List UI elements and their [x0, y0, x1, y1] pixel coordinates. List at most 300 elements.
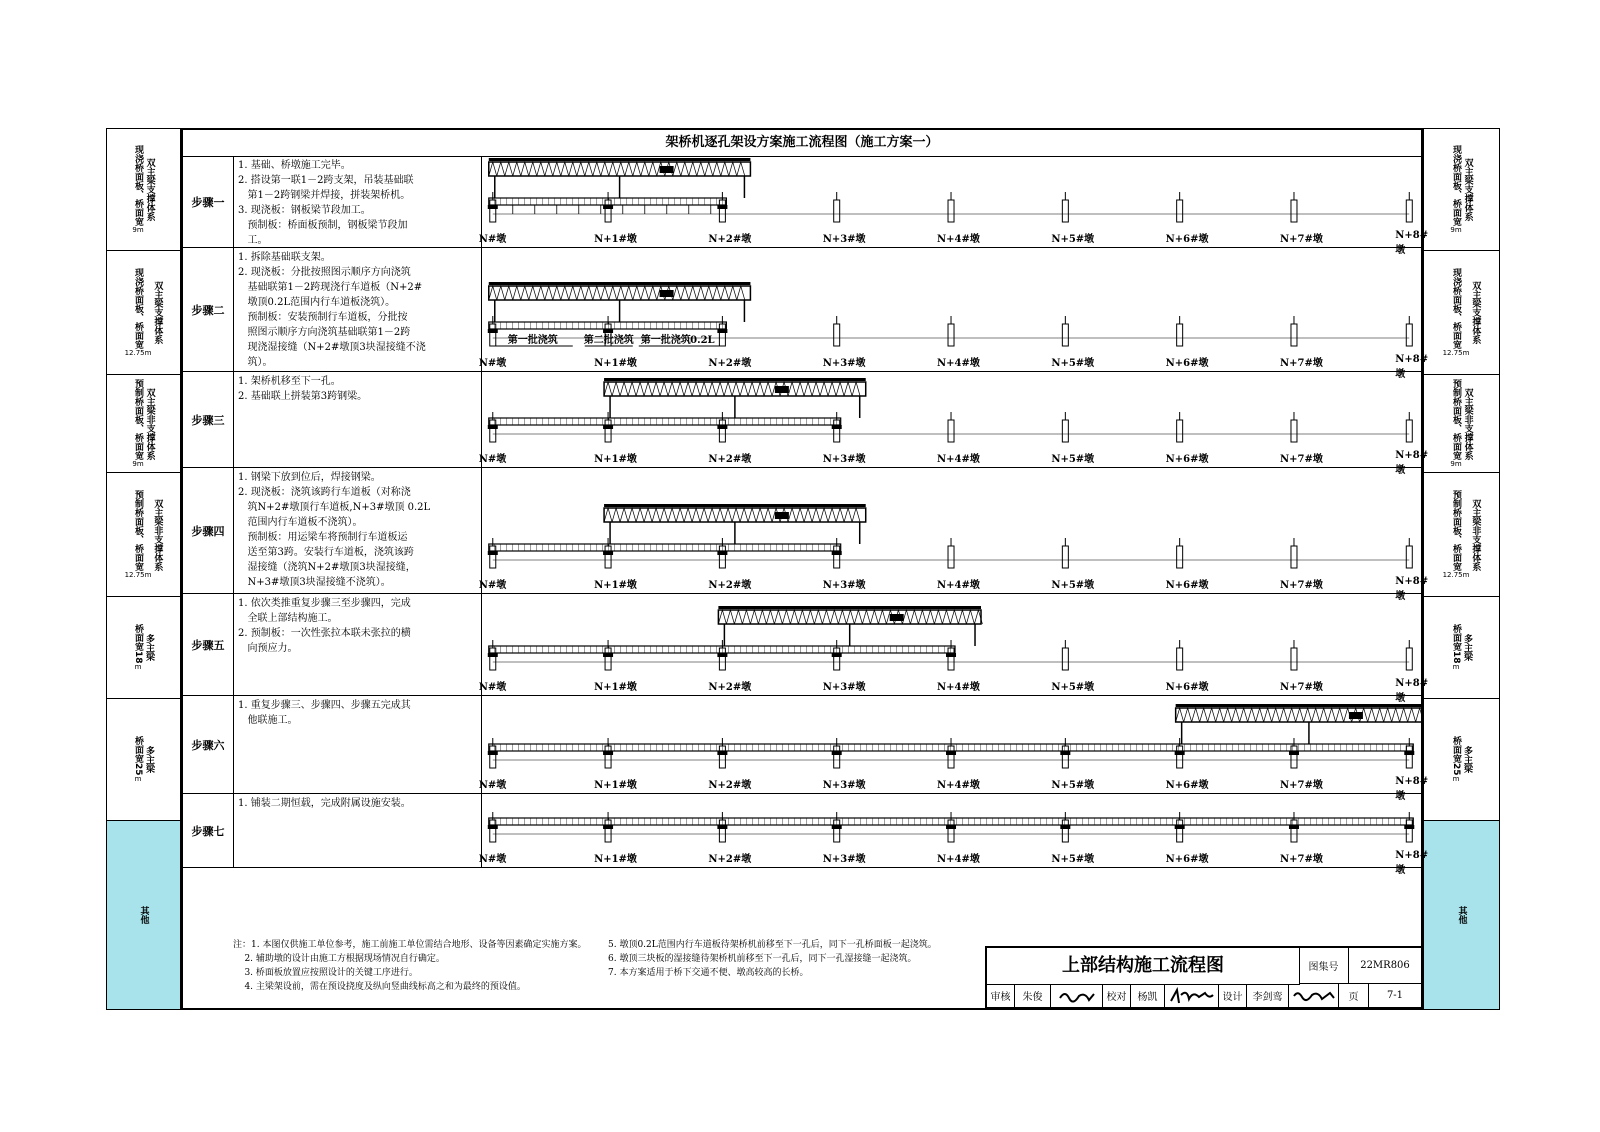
truss-web [918, 610, 926, 624]
truss-web [676, 508, 684, 522]
designer-signature [1289, 984, 1339, 1008]
right-side-label-4 [1424, 473, 1499, 597]
step-name: 步骤三 [183, 372, 234, 467]
truss-web [641, 162, 649, 176]
truss-web [1368, 708, 1376, 722]
pier-label: N+7#墩 [1279, 580, 1323, 591]
pier-label: N+3#墩 [822, 682, 866, 693]
pier-label: N#墩 [478, 580, 507, 591]
pier [1291, 200, 1297, 222]
designer-name: 李剑鸾 [1247, 984, 1289, 1008]
truss-web [750, 610, 758, 624]
truss-web [553, 162, 561, 176]
truss-web [585, 286, 593, 300]
step-figure [478, 248, 1429, 380]
truss-web [604, 508, 612, 522]
truss-web [852, 508, 860, 522]
drawing-title: 上部结构施工流程图 [987, 948, 1300, 985]
side-label-width: m [1452, 663, 1460, 672]
truss-web [729, 162, 737, 176]
left-side-panel [106, 128, 181, 1010]
side-label-structure: 多主梁 [144, 634, 154, 661]
truss-web [748, 508, 756, 522]
truss-web [489, 162, 497, 176]
step-description-line: 基础联第1－2跨现浇行车道板（N+2# [238, 282, 423, 293]
pier-label: N+2#墩 [708, 580, 752, 591]
left-side-label-3 [107, 375, 180, 473]
truss-web [660, 508, 668, 522]
step-description-line: 预制板：桥面板预制，钢板梁节段加 [238, 220, 408, 231]
pier [605, 420, 611, 442]
truss-web [758, 610, 766, 624]
truss-web [716, 508, 724, 522]
truss-web [569, 162, 577, 176]
pier-label: N+1#墩 [594, 580, 637, 591]
pier-label: N+3#墩 [822, 358, 866, 369]
truss-web [1296, 708, 1304, 722]
truss-web [812, 382, 820, 396]
pier [948, 820, 954, 842]
pier-label: N+7#墩 [1279, 234, 1323, 245]
truss-web [660, 382, 668, 396]
truss-web [713, 286, 721, 300]
pier-label: N+3#墩 [822, 454, 866, 465]
truss-web [633, 162, 641, 176]
note-line: 6. 墩顶三块板的湿接缝待架桥机前移至下一孔后，同下一孔湿接缝一起浇筑。 [608, 954, 917, 964]
truss-web [1328, 708, 1336, 722]
truss-web [788, 508, 796, 522]
pier-cap [832, 425, 842, 429]
truss-web [1320, 708, 1328, 722]
pier [1177, 420, 1183, 442]
pier-label: N+1#墩 [594, 854, 637, 865]
truss-web [798, 610, 806, 624]
truss-web [740, 382, 748, 396]
pier [719, 546, 725, 568]
checker-signature-drawing [1169, 987, 1215, 1005]
truss-web [796, 382, 804, 396]
truss-web [740, 508, 748, 522]
pier-label: N+6#墩 [1165, 358, 1209, 369]
page-label: 页 [1339, 984, 1369, 1008]
atlas-number: 22MR806 [1349, 948, 1421, 984]
step-figure [478, 468, 1429, 602]
truss-web [844, 508, 852, 522]
pier [1177, 648, 1183, 670]
pier [719, 200, 725, 222]
pier [1406, 200, 1412, 222]
truss-web [628, 508, 636, 522]
pier-label: N+2#墩 [708, 234, 752, 245]
left-side-label-6 [107, 699, 180, 821]
left-side-label-1 [107, 129, 180, 251]
right-side-label-5 [1424, 597, 1499, 699]
pier-label: N+6#墩 [1165, 580, 1209, 591]
check-label: 校对 [1103, 984, 1131, 1008]
pier-cap [488, 329, 498, 333]
truss-web [1224, 708, 1232, 722]
truss-web [521, 162, 529, 176]
pier [719, 420, 725, 442]
truss-web [537, 286, 545, 300]
truss-web [585, 162, 593, 176]
truss-web [513, 162, 521, 176]
pier-label: N+8#墩 [1395, 576, 1429, 602]
truss-web [1176, 708, 1184, 722]
truss-web [1256, 708, 1264, 722]
pier [1062, 546, 1068, 568]
truss-web [617, 162, 625, 176]
truss-web [649, 162, 657, 176]
pier-cap [717, 425, 727, 429]
truss-web [726, 610, 734, 624]
truss-web [822, 610, 830, 624]
step-row-2 [183, 248, 1429, 380]
side-label-deck: 预制桥面板、桥面宽 [132, 490, 143, 571]
side-label-deck: 桥面宽18 [1451, 623, 1461, 664]
pier-label: N+3#墩 [822, 780, 866, 791]
side-label-deck: 现浇桥面板、桥面宽 [1451, 145, 1461, 226]
step-description-line: 预制板：安装预制行车道板，分批按 [238, 312, 408, 323]
pier [605, 820, 611, 842]
truss-web [1248, 708, 1256, 722]
machine-top-chord [604, 504, 866, 507]
pier-label: N#墩 [478, 454, 507, 465]
side-label-structure: 双主梁支撑体系 [152, 281, 163, 344]
truss-web [852, 382, 860, 396]
side-label-structure: 双主梁非支撑体系 [144, 387, 155, 460]
truss-web [1192, 708, 1200, 722]
pier [1177, 200, 1183, 222]
truss-web [748, 382, 756, 396]
truss-web [828, 382, 836, 396]
pier-label: N+1#墩 [594, 780, 637, 791]
truss-web [625, 286, 633, 300]
truss-web [705, 286, 713, 300]
truss-web [926, 610, 934, 624]
truss-web [692, 508, 700, 522]
pier-label: N+1#墩 [594, 358, 637, 369]
truss-web [609, 286, 617, 300]
lifting-trolley [775, 512, 789, 519]
pier-cap [488, 205, 498, 209]
pier [1291, 648, 1297, 670]
truss-web [910, 610, 918, 624]
truss-web [668, 508, 676, 522]
pier [1406, 546, 1412, 568]
side-label-deck: 预制桥面板、桥面宽 [133, 379, 143, 460]
lifting-trolley [775, 386, 789, 393]
truss-web [676, 382, 684, 396]
side-label-deck: 桥面宽18 [133, 623, 143, 664]
truss-web [820, 382, 828, 396]
pier [834, 324, 840, 346]
step-description-line: 2. 基础联上拼装第3跨钢梁。 [238, 391, 368, 402]
truss-web [673, 162, 681, 176]
side-label-width: 9m [1450, 460, 1462, 468]
side-label-width: 9m [1450, 226, 1462, 234]
page-number: 7-1 [1369, 984, 1421, 1008]
step-description-line: 工。 [238, 235, 268, 246]
truss-web [1240, 708, 1248, 722]
truss-web [713, 162, 721, 176]
side-label-structure: 其他 [1456, 906, 1467, 924]
truss-web [724, 508, 732, 522]
truss-web [652, 508, 660, 522]
truss-web [1312, 708, 1320, 722]
truss-web [697, 286, 705, 300]
pier-label: N+3#墩 [822, 234, 866, 245]
pier-label: N+1#墩 [594, 682, 637, 693]
step-description [234, 696, 482, 793]
truss-web [844, 382, 852, 396]
truss-web [644, 508, 652, 522]
pier [948, 324, 954, 346]
truss-web [1184, 708, 1192, 722]
truss-web [569, 286, 577, 300]
left-side-label-5 [107, 597, 180, 699]
truss-web [705, 162, 713, 176]
truss-web [838, 610, 846, 624]
step-description-line: N+3#墩顶3块湿接缝不浇筑）。 [238, 577, 391, 588]
step-name: 步骤六 [183, 696, 234, 793]
step-description-line: 1. 拆除基础联支架。 [238, 252, 331, 263]
truss-web [489, 286, 497, 300]
side-label-deck: 预制桥面板、桥面宽 [1450, 490, 1461, 571]
truss-web [796, 508, 804, 522]
pier-label: N+6#墩 [1165, 234, 1209, 245]
truss-web [593, 286, 601, 300]
truss-web [729, 286, 737, 300]
truss-web [737, 162, 745, 176]
pier [1291, 746, 1297, 768]
title-block [985, 946, 1421, 1008]
pier [1177, 746, 1183, 768]
pier-label: N+5#墩 [1051, 854, 1095, 865]
pier-label: N+5#墩 [1051, 454, 1095, 465]
pier-label: N+7#墩 [1279, 780, 1323, 791]
truss-web [878, 610, 886, 624]
step-description-line: 1. 钢梁下放到位后，焊接钢梁。 [238, 472, 381, 483]
designer-signature-drawing [1292, 988, 1336, 1004]
atlas-label: 图集号 [1299, 948, 1349, 984]
truss-web [553, 286, 561, 300]
pier [948, 420, 954, 442]
pier [719, 746, 725, 768]
side-label-width: m [134, 663, 142, 672]
lifting-trolley [660, 290, 674, 297]
step-description-line: 送至第3跨。安装行车道板，浇筑该跨 [238, 547, 414, 558]
right-side-panel [1423, 128, 1500, 1010]
pier [1406, 324, 1412, 346]
side-label-deck: 预制桥面板、桥面宽 [1451, 379, 1461, 460]
truss-web [684, 382, 692, 396]
left-side-label-2 [107, 251, 180, 375]
machine-top-chord [489, 282, 751, 285]
pier-label: N+2#墩 [708, 682, 752, 693]
truss-web [756, 508, 764, 522]
pier-label: N+2#墩 [708, 454, 752, 465]
side-label-structure: 其他 [138, 906, 149, 924]
left-side-label-7 [107, 821, 180, 1009]
main-drawing-frame [181, 128, 1429, 1010]
truss-web [950, 610, 958, 624]
side-label-deck: 桥面宽25 [133, 735, 143, 776]
pier [1406, 420, 1412, 442]
pier [605, 746, 611, 768]
pier [605, 200, 611, 222]
pier-cap [717, 205, 727, 209]
pier [1406, 648, 1412, 670]
step-figure [478, 156, 1429, 256]
note-line: 4. 主梁架设前，需在预设挠度及纵向竖曲线标高之和为最终的预设值。 [233, 982, 526, 992]
step-description-line: 他联施工。 [238, 715, 298, 726]
truss-web [684, 508, 692, 522]
pier [948, 648, 954, 670]
right-side-label-6 [1424, 699, 1499, 821]
truss-web [700, 508, 708, 522]
truss-web [1272, 708, 1280, 722]
pier-label: N+6#墩 [1165, 682, 1209, 693]
pier-cap [717, 329, 727, 333]
truss-web [1208, 708, 1216, 722]
truss-web [513, 286, 521, 300]
note-line: 2. 辅助墩的设计由施工方根据现场情况自行确定。 [233, 954, 445, 964]
pier [719, 648, 725, 670]
truss-web [689, 162, 697, 176]
pier [1291, 420, 1297, 442]
review-label: 审核 [987, 984, 1015, 1008]
pier-label: N+6#墩 [1165, 454, 1209, 465]
side-label-structure: 多主梁 [1462, 634, 1472, 661]
pier-label: N+5#墩 [1051, 234, 1095, 245]
side-label-width: 9m [132, 460, 144, 468]
truss-web [836, 508, 844, 522]
step-description-line: 1. 铺装二期恒载，完成附属设施安装。 [238, 798, 411, 809]
lifting-trolley [1349, 712, 1363, 719]
side-label-width: 12.75m [1442, 349, 1470, 357]
step-description-line: 全联上部结构施工。 [238, 613, 338, 624]
truss-web [1408, 708, 1416, 722]
side-label-width: m [1452, 775, 1460, 784]
pier [1177, 820, 1183, 842]
pier-label: N+4#墩 [937, 780, 980, 791]
truss-web [692, 382, 700, 396]
pour-label: 第二批浇筑 [583, 335, 634, 346]
truss-web [836, 382, 844, 396]
step-name: 步骤二 [183, 248, 234, 371]
pier-label: N+2#墩 [708, 780, 752, 791]
truss-web [1416, 708, 1421, 722]
pier-label: N+1#墩 [594, 454, 637, 465]
truss-web [577, 162, 585, 176]
note-line: 3. 桥面板放置应按照设计的关键工序进行。 [233, 968, 418, 978]
right-side-label-3 [1424, 375, 1499, 473]
truss-web [806, 610, 814, 624]
truss-web [708, 508, 716, 522]
truss-web [636, 382, 644, 396]
truss-web [689, 286, 697, 300]
truss-web [593, 162, 601, 176]
pier-label: N+8#墩 [1395, 230, 1429, 256]
pier-label: N+8#墩 [1395, 678, 1429, 704]
truss-web [724, 382, 732, 396]
step-description-line: 1. 重复步骤三、步骤四、步骤五完成其 [238, 700, 411, 711]
pour-label: 第一批浇筑 [640, 335, 691, 346]
truss-web [1304, 708, 1312, 722]
pier-label: N+4#墩 [937, 580, 980, 591]
pier [719, 820, 725, 842]
step-row-3 [183, 372, 1429, 476]
pier [1062, 820, 1068, 842]
machine-top-chord [604, 378, 866, 381]
note-line: 5. 墩顶0.2L范围内行车道板待架桥机前移至下一孔后，同下一孔桥面板一起浇筑。 [608, 940, 937, 950]
pier-label: N+4#墩 [937, 358, 980, 369]
left-side-label-4 [107, 473, 180, 597]
pier [1291, 546, 1297, 568]
truss-web [766, 610, 774, 624]
truss-web [497, 286, 505, 300]
truss-web [721, 162, 729, 176]
steel-girder [489, 544, 841, 551]
pier-label: N+8#墩 [1395, 776, 1429, 802]
pier-label: N+7#墩 [1279, 682, 1323, 693]
pier-label: N+3#墩 [822, 580, 866, 591]
design-label: 设计 [1219, 984, 1247, 1008]
pier-label: N+6#墩 [1165, 780, 1209, 791]
pier [605, 648, 611, 670]
step-description-line: 1. 基础、桥墩施工完毕。 [238, 160, 351, 171]
step-name: 步骤四 [183, 468, 234, 593]
step-description-line: 2. 预制板：一次性张拉本联未张拉的横 [238, 628, 411, 639]
truss-web [617, 286, 625, 300]
pier-label: N+7#墩 [1279, 854, 1323, 865]
truss-web [734, 610, 742, 624]
pier-label: N#墩 [478, 854, 507, 865]
step-description [234, 248, 482, 371]
pier-label: N+5#墩 [1051, 580, 1095, 591]
pier-label: N+3#墩 [822, 854, 866, 865]
truss-web [812, 508, 820, 522]
truss-web [1376, 708, 1384, 722]
truss-web [788, 382, 796, 396]
truss-web [934, 610, 942, 624]
step-figure [478, 696, 1429, 802]
side-label-deck: 现浇桥面板、桥面宽 [133, 145, 143, 226]
checker-signature [1165, 984, 1219, 1008]
pier-cap [603, 329, 613, 333]
truss-web [764, 382, 772, 396]
truss-web [681, 286, 689, 300]
pier [1406, 746, 1412, 768]
right-side-label-2 [1424, 251, 1499, 375]
truss-web [505, 286, 513, 300]
truss-web [641, 286, 649, 300]
step-description-line: 3. 现浇板：钢板梁节段加工。 [238, 205, 371, 216]
step-description-line: 预制板：用运梁车将预制行车道板运 [238, 532, 408, 543]
side-label-structure: 双主梁支撑体系 [1462, 158, 1473, 221]
truss-web [521, 286, 529, 300]
truss-web [697, 162, 705, 176]
step-description [234, 794, 482, 867]
pier [1062, 420, 1068, 442]
side-label-width: m [134, 775, 142, 784]
truss-web [1336, 708, 1344, 722]
truss-web [1288, 708, 1296, 722]
truss-web [1280, 708, 1288, 722]
step-figure [478, 372, 1429, 476]
pier-label: N+4#墩 [937, 454, 980, 465]
